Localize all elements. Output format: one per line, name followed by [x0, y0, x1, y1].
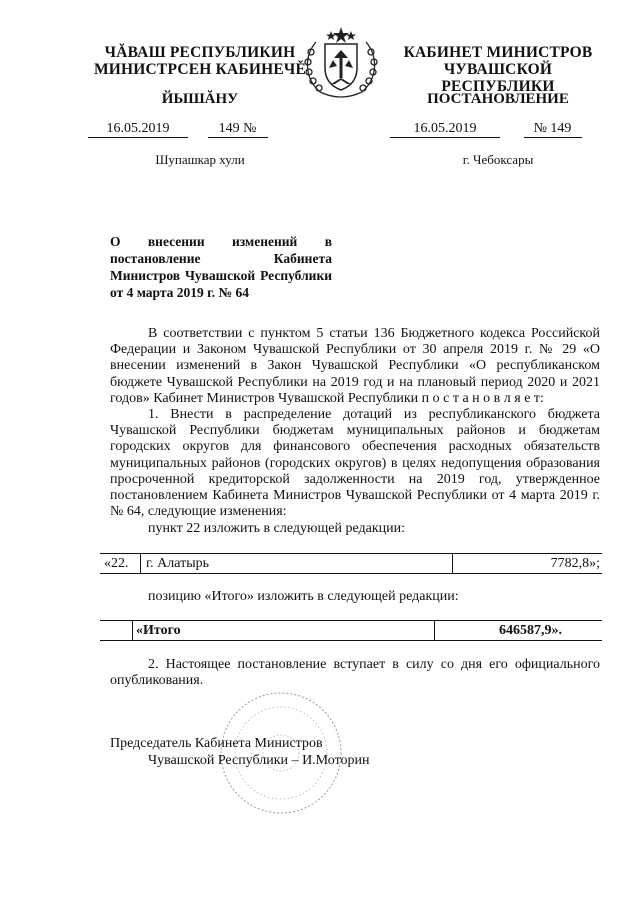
left-number: 149 №: [208, 121, 268, 138]
intro-paragraph: [110, 326, 600, 407]
table-divider: [434, 621, 435, 640]
right-date: 16.05.2019: [390, 121, 500, 138]
signature-block: [110, 735, 410, 769]
table-divider: [140, 554, 141, 573]
left-title: [92, 44, 308, 78]
signature-position-line2: [110, 752, 410, 769]
row-number: «22.: [104, 555, 129, 571]
signature-name: И.Моторин: [302, 753, 370, 768]
document-subject: О внесении изменений в постановление Кабинета Министров Чувашской Республики от 4 марта 2019 г. № 64: [110, 234, 332, 300]
row-value: 7782,8»;: [550, 555, 600, 571]
item-1-sub-2-wrap: [110, 589, 600, 605]
document-body: [110, 326, 600, 538]
table-row-22: [100, 553, 602, 574]
left-title-line1: ЧĂВАШ РЕСПУБЛИКИН: [104, 44, 296, 61]
right-title-line1: КАБИНЕТ МИНИСТРОВ: [403, 44, 593, 61]
left-date-line: [88, 121, 288, 138]
right-number: № 149: [524, 121, 582, 138]
left-date: 16.05.2019: [88, 121, 188, 138]
left-title-line2: МИНИСТРСЕН КАБИНЕЧĚ: [93, 61, 307, 78]
right-title: [388, 44, 608, 95]
table-divider: [452, 554, 453, 573]
right-title-line2: ЧУВАШСКОЙ РЕСПУБЛИКИ: [441, 61, 555, 95]
item-1-sub-2: позицию «Итого» изложить в следующей редакции:: [148, 589, 459, 604]
right-city: г. Чебоксары: [462, 152, 534, 167]
signature-dash: –: [291, 753, 299, 768]
item-2-wrap: [110, 657, 600, 689]
right-doc-type: ПОСТАНОВЛЕНИЕ: [427, 91, 569, 107]
item-1: 1. Внести в распределение дотаций из республиканского бюджета Чувашской Республики бюджетам муниципальных районов и бюджетам городских округов для финансового обеспечения расходных обязательств муниципальных районов (городских округов) в целях недопущения образования просроченной кредиторской задолженности на 2019 год, утвержденное постановлением Кабинета Министров Чувашской Республики от 4 марта 2019 г. № 64, следующие изменения:: [110, 407, 600, 520]
table-divider: [132, 621, 133, 640]
chuvash-coat-of-arms-icon: [298, 22, 384, 104]
signature-org: Чувашской Республики: [148, 753, 289, 768]
item-1-sub-1: пункт 22 изложить в следующей редакции:: [148, 521, 405, 537]
left-doc-type: ЙЫШĂНУ: [161, 91, 239, 107]
right-date-line: [390, 121, 610, 138]
intro-main: В соответствии с пунктом 5 статьи 136 Бюджетного кодекса Российской Федерации и Законом Чувашской Республики от 30 апреля 2019 г. № 29 «О внесении изменений в Закон Чувашской Республики «О республиканском бюджете Чувашской Республики на 2019 год и на плановый период 2020 и 2021 годов» Кабинет Министров Чувашской Республики: [110, 326, 600, 406]
left-city: Шупашкар хули: [155, 152, 245, 167]
total-label: «Итого: [136, 622, 181, 638]
intro-spaced: п о с т а н о в л я е т:: [421, 390, 544, 406]
table-row-total: [100, 620, 602, 641]
signature-position-line1: Председатель Кабинета Министров: [110, 736, 323, 751]
total-value: 646587,9».: [499, 622, 562, 638]
item-2: 2. Настоящее постановление вступает в силу со дня его официального опубликования.: [110, 657, 600, 689]
row-name: г. Алатырь: [146, 555, 210, 571]
